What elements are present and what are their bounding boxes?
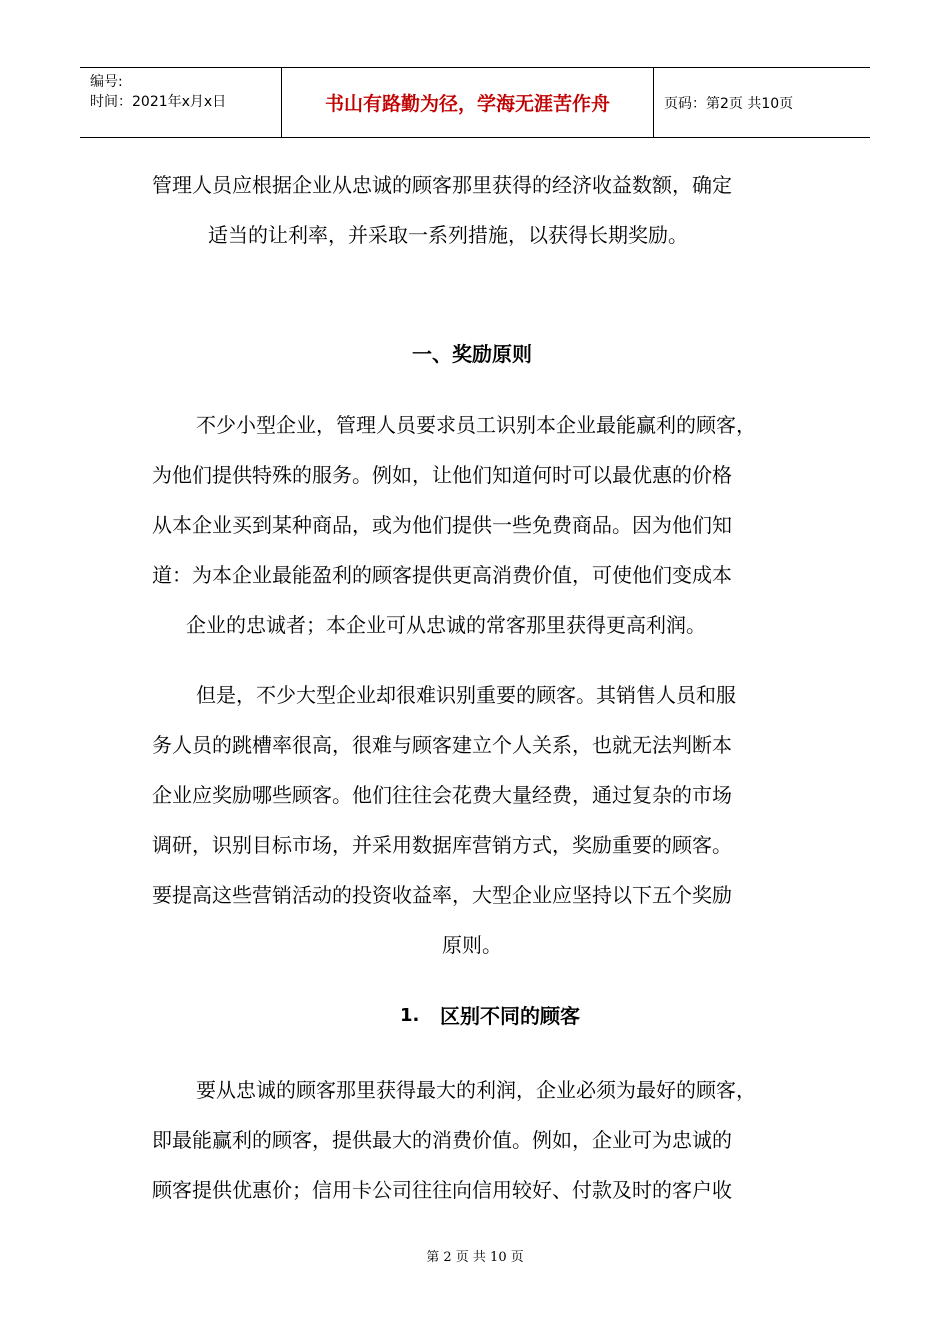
paragraph-line: 道：为本企业最能盈利的顾客提供更高消费价值，可使他们变成本 bbox=[152, 563, 732, 587]
paragraph-line: 为他们提供特殊的服务。例如，让他们知道何时可以最优惠的价格 bbox=[152, 463, 732, 487]
paragraph-line: 原则。 bbox=[442, 933, 502, 957]
intro-line-1: 管理人员应根据企业从忠诚的顾客那里获得的经济收益数额，确定 bbox=[152, 173, 732, 197]
paragraph-line: 企业应奖励哪些顾客。他们往往会花费大量经费，通过复杂的市场 bbox=[152, 783, 732, 807]
paragraph-line: 要从忠诚的顾客那里获得最大的利润，企业必须为最好的顾客， bbox=[196, 1078, 756, 1102]
document-header bbox=[80, 67, 870, 138]
paragraph-line: 即最能赢利的顾客，提供最大的消费价值。例如，企业可为忠诚的 bbox=[152, 1128, 732, 1152]
header-motto: 书山有路勤为径，学海无涯苦作舟 bbox=[282, 68, 654, 137]
paragraph-line: 务人员的跳槽率很高，很难与顾客建立个人关系，也就无法判断本 bbox=[152, 733, 732, 757]
doc-date-label: 时间：2021年x月x日 bbox=[90, 94, 227, 110]
paragraph-line: 调研，识别目标市场，并采用数据库营销方式，奖励重要的顾客。 bbox=[152, 833, 732, 857]
subsection-heading: 区别不同的顾客 bbox=[440, 1004, 580, 1028]
section-heading: 一、奖励原则 bbox=[412, 342, 532, 366]
paragraph-line: 顾客提供优惠价；信用卡公司往往向信用较好、付款及时的客户收 bbox=[152, 1178, 732, 1202]
header-page-info: 页码：第2页 共10页 bbox=[664, 95, 794, 112]
paragraph-line: 企业的忠诚者；本企业可从忠诚的常客那里获得更高利润。 bbox=[186, 613, 706, 637]
doc-number-label: 编号: bbox=[90, 74, 123, 90]
intro-line-2: 适当的让利率，并采取一系列措施，以获得长期奖励。 bbox=[208, 223, 688, 247]
paragraph-line: 不少小型企业，管理人员要求员工识别本企业最能赢利的顾客， bbox=[196, 413, 756, 437]
page-footer: 第 2 页 共 10 页 bbox=[426, 1250, 524, 1265]
paragraph-line: 但是，不少大型企业却很难识别重要的顾客。其销售人员和服 bbox=[196, 683, 736, 707]
paragraph-line: 从本企业买到某种商品，或为他们提供一些免费商品。因为他们知 bbox=[152, 513, 732, 537]
paragraph-line: 要提高这些营销活动的投资收益率，大型企业应坚持以下五个奖励 bbox=[152, 883, 732, 907]
subsection-number: 1. bbox=[400, 1005, 420, 1026]
header-meta-cell bbox=[80, 68, 282, 137]
